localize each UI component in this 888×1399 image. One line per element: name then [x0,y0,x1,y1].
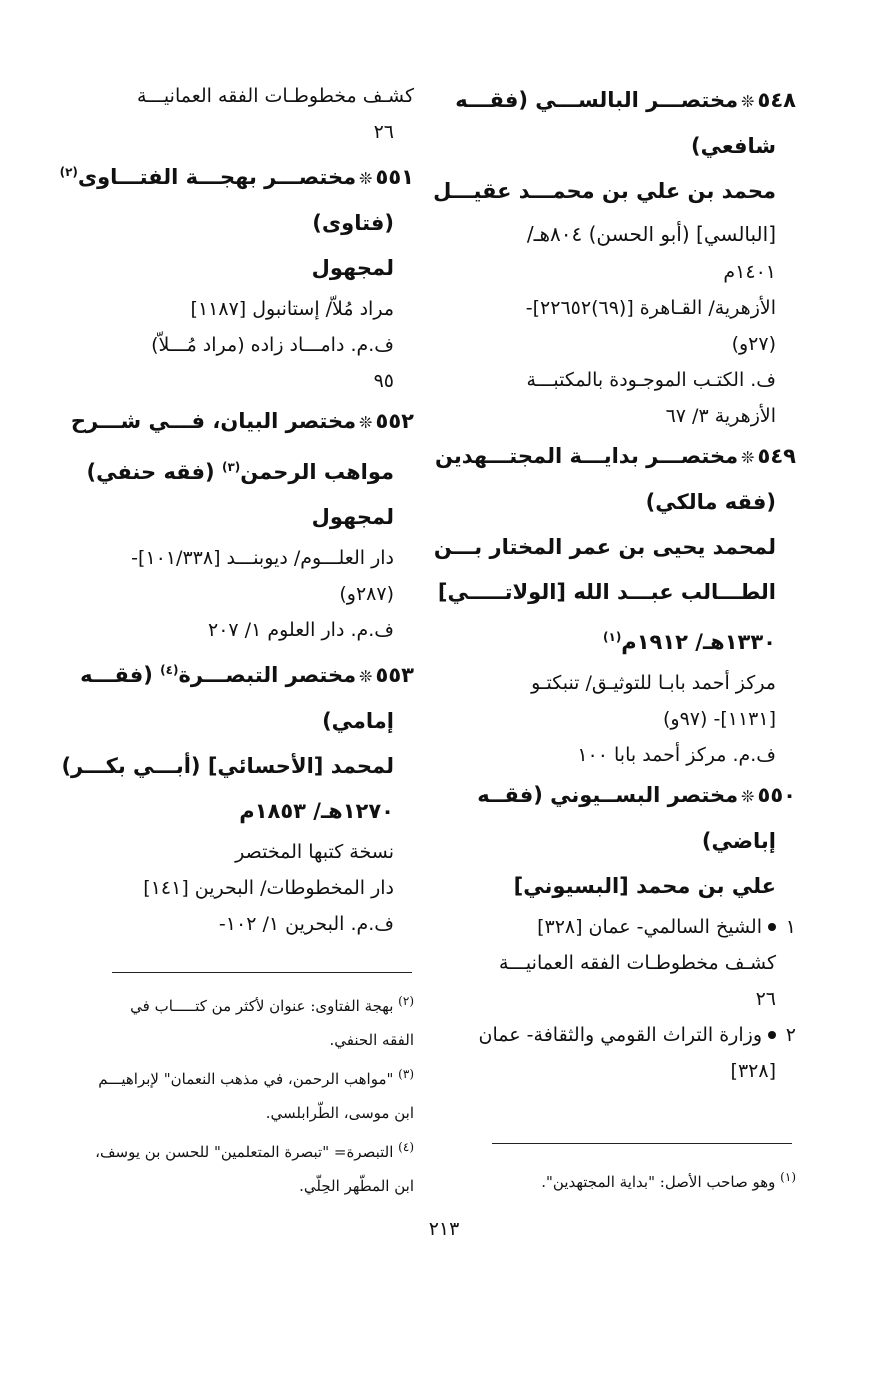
entry-heading [455,78,796,124]
entry-title-cont: إمامي) [322,709,394,733]
entry-location: مركز أحمد بابـا للتوثيـق/ تنبكتـو [531,672,776,694]
list-item-text: وزارة التراث القومي والثقافة- عمان [478,1024,762,1046]
list-item-text: الشيخ السالمي- عمان [٣٢٨] [537,916,762,938]
entry-author: علي بن محمد [البسيوني] [513,874,776,898]
footnote-mark: (٢) [398,994,414,1008]
entry-location: الأزهرية/ القـاهرة [(٦٩)٢٢٦٥٢]- [525,297,776,319]
entry-author-date: ١٤٠١م [723,261,776,283]
entry-reference: ف. الكتـب الموجـودة بالمكتبـــة [526,369,776,391]
entry-title-cont: (فتاوى) [312,211,394,235]
entry-author-date: ١٢٧٠هـ/ ١٨٥٣م [239,799,394,823]
entry-subject: (فقه حنفي) [86,460,215,484]
entry-author: لمحمد يحيى بن عمر المختار بـــن [433,535,776,559]
entry-reference-cont: ٩٥ [373,370,394,392]
entry-location: دار العلـــوم/ ديوبنـــد [١٠١/٣٣٨]- [131,547,394,569]
left-column [59,78,414,942]
footnote-ref: (٢) [59,165,78,179]
footnote-divider [112,972,412,973]
footnote-text: "مواهب الرحمن، في مذهب النعمان" لإبراهيـــم [98,1070,394,1088]
footnote [464,1160,796,1199]
entry-number: ٥٥٠ [757,783,796,807]
entry-reference: ف.م. دار العلوم ١/ ٢٠٧ [208,619,394,641]
entry-title-cont: (فقه مالكي) [645,490,776,514]
entry-reference: ف.م. البحرين ١/ ١٠٢- [218,913,394,935]
entry-author: لمحمد [الأحسائي] (أبـــي بكـــر) [61,754,394,778]
entry-author-date-text: ١٣٣٠هـ/ ١٩١٢م [621,630,776,654]
footnote-cont: ابن موسى، الطّرابلسي. [265,1104,414,1122]
entry-heading [434,434,796,480]
right-column [433,78,796,1089]
star-ornament-icon: ❊ [359,667,373,686]
list-item-number: ٢ [785,1024,796,1046]
bullet-icon [768,923,776,931]
entry-551 [59,150,414,399]
entry-location-cont: [١١٣١]- (٩٧و) [663,708,776,730]
entry-number: ٥٥٢ [375,409,414,433]
list-item [464,909,796,945]
entry-549 [433,434,796,773]
entry-title: مختصر التبصـــرة [178,663,357,687]
entry-author: لمجهول [311,505,394,529]
entry-author-date [464,615,796,665]
continuation-reference-cont: ٢٦ [373,121,394,143]
footnote-cont: الفقه الحنفي. [329,1031,414,1049]
star-ornament-icon: ❊ [359,413,373,432]
star-ornament-icon: ❊ [741,787,755,806]
footnote-text: وهو صاحب الأصل: "بداية المجتهدين". [541,1173,776,1191]
entry-note: نسخة كتبها المختصر [235,841,394,863]
entry-location: مراد مُلاّ/ إستانبول [١١٨٧] [190,298,394,320]
entry-title: مختصر البســيوني (فقــه [477,783,739,807]
footnote-text: بهجة الفتاوى: عنوان لأكثر من كتـــــاب في [130,997,394,1015]
entry-title: مختصـــر البالســـي (فقـــه [455,88,739,112]
entry-title-cont [76,445,414,495]
entry-heading [59,150,414,201]
entry-number: ٥٥١ [375,165,414,189]
entry-552 [70,399,414,648]
star-ornament-icon: ❊ [359,169,373,188]
entry-title-cont: شافعي) [691,134,776,158]
entry-heading [70,399,414,445]
list-item [464,1017,796,1053]
entry-550 [464,773,796,1089]
footnote-mark: (٤) [398,1140,414,1154]
entry-reference: ف.م. مركز أحمد بابا ١٠٠ [577,744,776,766]
entry-reference-cont: الأزهرية ٣/ ٦٧ [665,405,776,427]
entry-title: مختصر البيان، فـــي شـــرح [70,409,357,433]
entry-author-cont: الطـــالب عبـــد الله [الولاتـــــي] [437,580,776,604]
footnote-mark: (١) [780,1170,796,1184]
entry-number: ٥٤٩ [757,444,796,468]
list-item-number: ١ [785,916,796,938]
list-item-cont: [٣٢٨] [730,1060,776,1082]
entry-author-cont: [البالسي] (أبو الحسن) ٨٠٤هـ/ [526,222,776,246]
footnote-ref: (٤) [160,663,179,677]
footnotes-right [464,1160,796,1199]
footnote-ref: (٣) [221,460,241,474]
entry-title: مختصـــر بهجـــة الفتـــاوى [77,165,357,189]
entry-title-cont: إباضي) [701,829,776,853]
entry-author: محمد بن علي بن محمـــد عقيـــل [433,179,776,203]
footnote-ref: (١) [603,630,622,644]
entry-location: دار المخطوطات/ البحرين [١٤١] [143,877,394,899]
list-item-ref: كشـف مخطوطـات الفقه العمانيـــة [499,952,776,974]
entry-553 [61,648,414,942]
footnote [74,1130,414,1169]
entry-location-cont: (٢٨٧و) [339,583,394,605]
footnotes-left [74,984,414,1203]
entry-heading [76,648,414,699]
footnote [74,984,414,1023]
list-item-ref-cont: ٢٦ [755,988,776,1010]
footnote-cont: ابن المطّهر الحِلّي. [299,1177,414,1195]
star-ornament-icon: ❊ [741,92,755,111]
entry-reference: ف.م. دامـــاد زاده (مراد مُـــلاّ) [151,334,394,356]
entry-heading [464,773,796,819]
entry-548 [433,78,796,434]
footnote [74,1057,414,1096]
footnote-divider [492,1143,792,1144]
entry-subject: (فقـــه [80,663,153,687]
continuation-reference: كشـف مخطوطـات الفقه العمانيـــة [137,85,414,107]
entry-title-cont-text: مواهب الرحمن [240,460,394,484]
entry-author: لمجهول [311,256,394,280]
entry-number: ٥٤٨ [757,88,796,112]
entry-title: مختصـــر بدايـــة المجتـــهدين [434,444,739,468]
entry-location-cont: (٢٧و) [731,333,776,355]
bullet-icon [768,1031,776,1039]
page-number: ٢١٣ [428,1218,460,1240]
footnote-text: التبصرة= "تبصرة المتعلمين" للحسن بن يوسف، [95,1143,394,1161]
entry-number: ٥٥٣ [375,663,414,687]
footnote-mark: (٣) [398,1067,414,1081]
star-ornament-icon: ❊ [741,448,755,467]
